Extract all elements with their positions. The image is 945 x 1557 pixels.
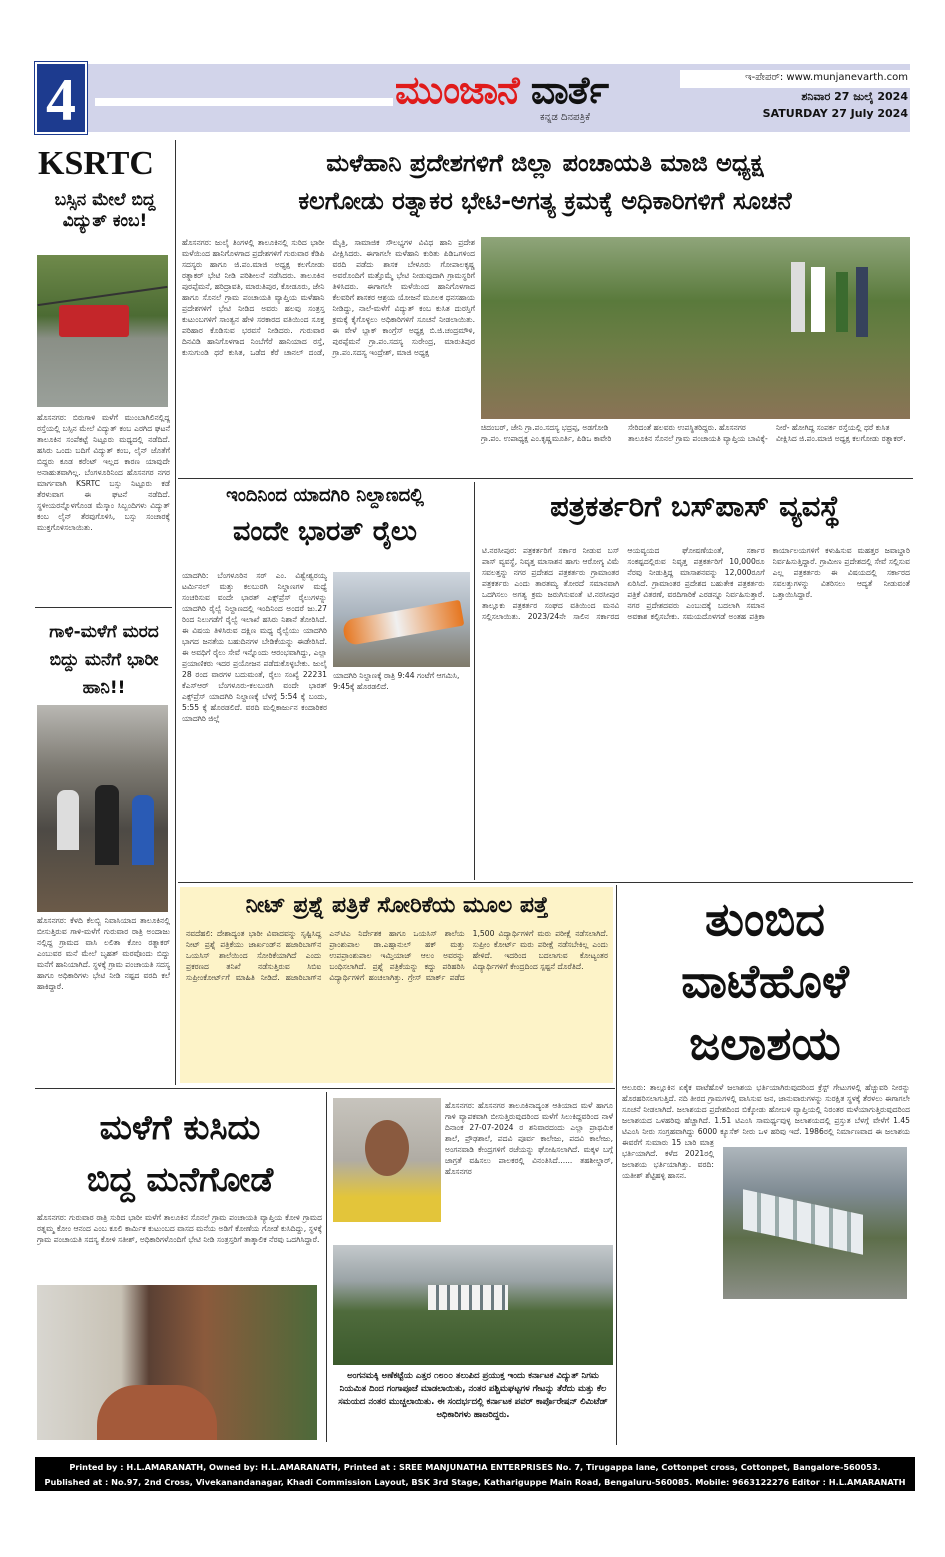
gate-shape [428,1285,508,1310]
imprint-line2: Published at : No.97, 2nd Cross, Vivekanandanagar, Khadi Commission Layout, BSK 3rd Stage, Kathariguppe Main Road, Bengaluru-560085. Mobile: 9663122276 Editor : H.L.AMARANATH [44,1477,906,1487]
row-rule [178,882,913,883]
column-rule [175,140,176,1085]
dam-gate-caption: ಅಂಗನಮಕ್ಕಿ ಅಣೆಕಟ್ಟೆಯ ಎತ್ತರ ೧೮೦೦ ತಲುಪಿದ ಪ್ರಯುಕ್ತ ಇಂದು ಕರ್ನಾಟಕ ವಿದ್ಯುತ್ ನಿಗಮ ನಿಯಮಿತ ದಿಂದ ಗಂಗಾಪೂಜೆ ಮಾಡಲಾಯಿತು, ನಂತರ ಪಶ್ಚಿಮಘಟ್ಟಗಳ ಗೇಟನ್ನು ತೆರೆದು ಮತ್ತು ಕೆಲ ಸಮಯದ ನಂತರ ಮುಚ್ಚಲಾಯಿತು. ಈ ಸಂದರ್ಭದಲ್ಲಿ ಕರ್ನಾಟಕ ಪವರ್ ಕಾರ್ಪೊರೇಷನ್ ಲಿಮಿಟೆಡ್ ಅಧಿಕಾರಿಗಳು ಹಾಜರಿದ್ದರು. [338,1371,608,1420]
page-number: 4 [35,62,87,134]
dam-headline-line2: ವಾಟೆಹೊಳೆ [681,954,849,1008]
date-kannada: ಶನಿವಾರ 27 ಜುಲೈ 2024 [801,90,908,103]
ksrtc-title: KSRTC [38,145,154,182]
row-rule [35,1088,615,1089]
masthead-black: ವಾರ್ತೆ [530,68,609,112]
dam-headline [620,888,910,1074]
bus-photo [37,255,168,407]
person-shape [791,262,805,332]
vande-bharat-headline-line2: ವಂದೇ ಭಾರತ್ ರೈಲು [233,516,417,547]
column-rule [326,1092,327,1442]
train-caption: ಯಾದಗಿರಿ ನಿಲ್ದಾಣಕ್ಕೆ ರಾತ್ರಿ 9:44 ಗಂಟೆಗೆ ಆಗಮಿಸಿ, 9:45ಕ್ಕೆ ಹೊರಡಲಿದೆ. [333,671,460,691]
row-rule [178,478,913,479]
dam-headline-line1: ತುಂಬಿದ [704,892,825,946]
train-shape [342,600,465,646]
vande-bharat-article: ಯಾದಗಿರಿ: ಬೆಂಗಳೂರಿನ ಸರ್ ಎಂ. ವಿಶ್ವೇಶ್ವರಯ್ಯ ಟರ್ಮಿನಲ್ ಮತ್ತು ಕಲಬುರಗಿ ನಿಲ್ದಾಣಗಳ ಮಧ್ಯೆ ಸಂಚರಿಸುವ ವಂದೇ ಭಾರತ್ ಎಕ್ಸ್‌ಪ್ರೆಸ್ ರೈಲುಗಳನ್ನು ಯಾದಗಿರಿ ರೈಲ್ವೆ ನಿಲ್ದಾಣದಲ್ಲಿ ಇಂದಿನಿಂದ ಅಂದರೆ ಜು.27 ರಿಂದ ನಿಲುಗಡೆಗೆ ರೈಲ್ವೆ ಇಲಾಖೆ ಹಸಿರು ನಿಶಾನೆ ತೋರಿಸಿದೆ. ಈ ವಿಷಯ ತಿಳಿಸಿರುವ ದಕ್ಷಿಣ ಮಧ್ಯ ರೈಲ್ವೆಯು ಯಾದಗಿರಿ ಭಾಗದ ಜನತೆಯ ಬಹುದಿನಗಳ ಬೇಡಿಕೆಯನ್ನು ಈಡೇರಿಸಿದೆ. ಈ ಅವಧಿಗೆ ರೈಲು ಸೇವೆ ಇನ್ನೊಂದು ಆರಂಭವಾಗಿದ್ದು, ಎಲ್ಲಾ ಪ್ರಯಾಣಿಕರು ಇದರ ಪ್ರಯೋಜನ ಪಡೆದುಕೊಳ್ಳಬೇಕು. ಜುಲೈ 28 ರಂದ ವಾರಗಳ ಬದುಮಂತೆ, ರೈಲು ಸಂಖ್ಯೆ 22231 ಕೆಎಸ್‌ಆರ್ ಬೆಂಗಳೂರು-ಕಲಬುರಗಿ ವಂದೇ ಭಾರತ್ ಎಕ್ಸ್‌ಪ್ರೆಸ್ ಯಾದಗಿರಿ ನಿಲ್ದಾಣಕ್ಕೆ ಬೆಳಗ್ಗೆ 5:54 ಕ್ಕೆ ಬಂದು, 5:55 ಕ್ಕೆ ಹೊರಡಲಿದೆ. ವರದಿ ಮಲ್ಲಿಕಾರ್ಜುನ ಕಂದಾರಿಕರ ಯಾದಗಿರಿ ಜಿಲ್ಲೆ [182,571,327,723]
dam-photo [720,1144,910,1302]
dam-article [622,1082,910,1444]
notice-article: ಹೊಸನಗರ: ಹೊಸನಗರ ತಾಲೂಕಿನಾದ್ಯಂತ ಆತಿಯಾದ ಮಳೆ ಹಾಗೂ ಗಾಳಿ ವ್ಯಾಪಕವಾಗಿ ಬೀಸುತ್ತಿರುವುದರಿಂದ ಮಳೆಗೆ ಸಿಲುಕಿದ್ದವರಿಂದ ನಾಳೆ ದಿನಾಂಕ 27-07-2024 ರ ಶನಿವಾರದಂದು ಎಲ್ಲಾ ಪ್ರಾಥಮಿಕ ಶಾಲೆ, ಪ್ರೌಢಶಾಲೆ, ಪದವಿ ಪೂರ್ವ ಕಾಲೇಜು, ಪದವಿ ಕಾಲೇಜು, ಅಂಗನವಾಡಿ ಕೇಂದ್ರಗಳಿಗೆ ರಜೆಯನ್ನು ಘೋಷಿಸಲಾಗಿದೆ. ಮಕ್ಕಳ ಬಗ್ಗೆ ಜಾಗ್ರತೆ ವಹಿಸಲು ಪಾಲಕರಲ್ಲಿ ವಿನಂತಿಸಿದೆ...... ತಹಶೀಲ್ದಾರ್, ಹೊಸನಗರ [445,1101,613,1176]
photo-caption: ಚಿದಂಬರ್, ಜೇನಿ ಗ್ರಾ.ಪಂ.ಸದಸ್ಯ ಭದ್ರಪ್ಪ, ಅಡಗೋಡಿ ಗ್ರಾ.ಪಂ. ಉಪಾಧ್ಯಕ್ಷ ಎಂ.ಕೃಷ್ಣಮೂರ್ತಿ, ಪಿಡಿಒ ಕಾವೇರಿ [481,423,612,443]
dam-gate-photo [333,1245,613,1365]
train-photo [333,572,470,667]
collapsed-wall-photo [37,1285,317,1440]
house-damage-photo [37,705,168,912]
vande-bharat-headline-line1: ಇಂದಿನಿಂದ ಯಾದಗಿರಿ ನಿಲ್ದಾಣದಲ್ಲಿ [226,485,424,506]
ksrtc-article: ಹೊಸನಗರ: ಬಿರುಗಾಳಿ ಮಳೆಗೆ ಮುಂಬಾಗಿಲಿನಲ್ಲಿದ್ದ ರಸ್ತೆಯಲ್ಲಿ ಬಸ್ಸಿನ ಮೇಲೆ ವಿದ್ಯುತ್ ಕಂಬ ಎರಗಿದ ಘಟನೆ ತಾಲೂಕಿನ ಸಂಪೆಕಟ್ಟೆ ನಿಟ್ಟೂರು ಮಧ್ಯದಲ್ಲಿ ನಡೆದಿದೆ. ಹಸಿರು ಒಂದು ಬದಿಗೆ ವಿದ್ಯುತ್ ಕಂಬ, ಲೈನ್ ಜೊತೆಗೆ ಬಿದ್ದರು ಕೂಡ ಕರೆಂಟ್ ಇಲ್ಲದ ಕಾರಣ ಯಾವುದೇ ಅನಾಹುತವಾಗಿಲ್ಲ. ಬೆಂಗಳೂರಿನಿಂದ ಹೊಸನಗರ ನಗರ ಮಾರ್ಗವಾಗಿ KSRTC ಬಸ್ಸು ನಿಟ್ಟೂರು ಕಡೆ ತೆರಳುವಾಗ ಈ ಘಟನೆ ನಡೆದಿದೆ. ಸ್ಥಳೀಯರನ್ನೊಳಗೊಂಡ ಮೆಸ್ಕಾಂ ಸಿಬ್ಬಂದಿಗಳು ವಿದ್ಯುತ್ ಕಂಬ ಲೈನ್ ತೆರವುಗೊಳಿಸಿ, ಬಸ್ಸು ಸಂಚಾರಕ್ಕೆ ಮುಕ್ತಗೊಳಿಸಲಾಯಿತು. [37,413,170,532]
house-damage-article: ಹೊಸನಗರ: ಕೆಳದಿ ಕೆಲಬ್ಬಿ ನಿವಾಸಿಯಾದ ತಾಲೂಕಿನಲ್ಲಿ ಬೀಸುತ್ತಿರುವ ಗಾಳಿ-ಮಳೆಗೆ ಗುರುವಾರ ರಾತ್ರಿ ಅಂದಾಜು ನಲ್ಲಿದ್ದ ಗ್ರಾಮದ ವಾಸಿ ಲಲಿತಾ ಕೋಂ ರತ್ನಾಕರ್ ಎಂಬುವರ ಮನೆ ಮೇಲೆ ಬೃಹತ್ ಮರವೊಂದು ಬಿದ್ದು ಮನೆಗೆ ಹಾನಿಯಾಗಿದೆ. ಸ್ಥಳಕ್ಕೆ ಗ್ರಾಮ ಪಂಚಾಯತಿ ಸದಸ್ಯ ಹಾಗೂ ಅಧಿಕಾರಿಗಳು ಭೇಟಿ ನೀಡಿ ನಷ್ಟದ ವರದಿ ಕಲೆ ಹಾಕಿದ್ದಾರೆ. [37,916,170,991]
top-story-headline-line1: ಮಳೆಹಾನಿ ಪ್ರದೇಶಗಳಿಗೆ ಜಿಲ್ಲಾ ಪಂಚಾಯತಿ ಮಾಜಿ ಅಧ್ಯಕ್ಷ [326,149,764,177]
dam-headline-line3: ಜಲಾಶಯ [689,1016,841,1070]
photo-caption: ನೀರೆ- ಹೋಗಿದ್ದ ಸಂಪರ್ಕ ರಸ್ತೆಯಲ್ಲಿ ಧರೆ ಕುಸಿತ ವೀಕ್ಷಿಸಿದ ಜಿ.ಪಂ.ಮಾಜಿ ಅಧ್ಯಕ್ಷ ಕಲಗೋಡು ರತ್ನಾಕರ್. [776,423,906,443]
wall-collapse-headline-line1: ಮಳೆಗೆ ಕುಸಿದು [99,1108,261,1148]
bus-pass-headline: ಪತ್ರಕರ್ತರಿಗೆ ಬಸ್‌ಪಾಸ್ ವ್ಯವಸ್ಥೆ [550,489,840,523]
column-rule [474,482,475,880]
ksrtc-headline: ಬಸ್ಸಿನ ಮೇಲೆ ಬಿದ್ದ ವಿದ್ಯುತ್ ಕಂಬ! [54,190,156,232]
person-shape [836,272,848,332]
epaper-link[interactable]: ಇ-ಪೇಪರ್: www.munjanevarth.com [745,72,908,83]
wall-collapse-article: ಹೊಸನಗರ: ಗುರುವಾರ ರಾತ್ರಿ ಸುರಿದ ಭಾರೀ ಮಳೆಗೆ ತಾಲೂಕಿನ ಸೊನಲೆ ಗ್ರಾಮ ಪಂಚಾಯತಿ ವ್ಯಾಪ್ತಿಯ ಕೋಳಿ ಗ್ರಾಮದ ರತ್ನಮ್ಮ ಕೋಂ ಆನಂದ ಎಂಬ ಕೂಲಿ ಕಾರ್ಮಿಕ ಕುಟುಂಬದ ವಾಸದ ಮನೆಯ ಅಡಿಗೆ ಕೋಣೆಯ ಗೋಡೆ ಕುಸಿದಿದ್ದು, ಸ್ಥಳಕ್ಕೆ ಗ್ರಾಮ ಪಂಚಾಯತಿ ಸದಸ್ಯ ಕೋಳಿ ಸತೀಶ್, ಅಧಿಕಾರಿಗಳೊಂದಿಗೆ ಭೇಟಿ ನೀಡಿ ಸಂತ್ರಸ್ತರಿಗೆ ತಾತ್ಕಾಲಿಕ ನೆರವು ಒದಗಿಸಿದ್ದಾರೆ. [37,1213,322,1244]
face-shape [365,1120,409,1176]
person-shape [856,267,868,337]
wall-collapse-headline [35,1102,325,1206]
masthead-subtitle: ಕನ್ನಡ ದಿನಪತ್ರಿಕೆ [540,112,591,123]
masthead-red: ಮುಂಜಾನೆ [395,68,519,112]
rubble-shape [97,1385,217,1440]
neet-headline: ನೀಟ್ ಪ್ರಶ್ನೆ ಪತ್ರಿಕೆ ಸೋರಿಕೆಯ ಮೂಲ ಪತ್ತೆ [245,893,549,918]
photo-caption: ಸೇರಿದಂತೆ ಹಲವರು ಉಪಸ್ಥಿತರಿದ್ದರು. ಹೊಸನಗರ ತಾಲೂಕಿನ ಸೊನಲೆ ಗ್ರಾಮ ಪಂಚಾಯತಿ ವ್ಯಾಪ್ತಿಯ ಬಾವಿಕ್ಕೆ- [628,423,768,443]
spillway-shape [743,1189,863,1255]
imprint-footer [35,1457,915,1491]
top-story-article: ಹೊಸನಗರ: ಜುಲೈ ತಿಂಗಳಲ್ಲಿ ತಾಲೂಕಿನಲ್ಲಿ ಸುರಿದ ಭಾರೀ ಮಳೆಯಿಂದ ಹಾನಿಗೊಳಗಾದ ಪ್ರದೇಶಗಳಿಗೆ ಗುರುವಾರ ಕೆಡಿಪಿ ಸದಸ್ಯರು ಹಾಗೂ ಜಿ.ಪಂ.ಮಾಜಿ ಅಧ್ಯಕ್ಷ ಕಲಗೋಡು ರತ್ನಾಕರ್ ಭೇಟಿ ನೀಡಿ ಪರಿಶೀಲನೆ ನಡೆಸಿದರು. ತಾಲೂಕಿನ ಪುರಪ್ಪೆಮನೆ, ಹರಿದ್ರಾವತಿ, ಮಾರುತಿಪುರ, ಕೋಡೂರು, ಜೇನಿ ಹಾಗೂ ಸೊನಲೆ ಗ್ರಾಮ ಪಂಚಾಯತಿ ವ್ಯಾಪ್ತಿಯ ಮಳೆಹಾನಿ ಪ್ರದೇಶಗಳಿಗೆ ಭೇಟಿ ನೀಡಿದ ಅವರು ಹಲವು ಸಂತ್ರಸ್ತ ಕುಟುಂಬಗಳಿಗೆ ಸಾಂತ್ವನ ಹೇಳಿ ಸರಕಾರದ ವತಿಯಿಂದ ಸೂಕ್ತ ಪರಿಹಾರ ಕೊಡಿಸುವ ಭರವಸೆ ನೀಡಿದರು. ಗುರುವಾರ ದಿನವಿಡಿ ಹಾನಿಗೊಳಗಾದ ನಿಂಬೆಗೆರೆ ಹಾನಿಯಾದ ರಸ್ತೆ, ಕುಸುಗುಂಡಿ ಧರೆ ಕುಸಿತ, ಒಡೆದ ಕೆರೆ ಚಾನಲ್ ದಂಡೆ, ಮೈತ್ರಿ, ಸಾಮಾಜಿಕ ಸೌಲಭ್ಯಗಳ ವಿವಿಧ ಹಾನಿ ಪ್ರದೇಶ ವೀಕ್ಷಿಸಿದರು. ಈಗಾಗಲೇ ಮಳೆಹಾನಿ ಕುರಿತು ಪಿಡಿಒಗಳಿಂದ ವರದಿ ಪಡೆದು ಶಾಸಕ ಬೇಳೂರು ಗೋಪಾಲಕೃಷ್ಣ ಅವರೊಂದಿಗೆ ಮತ್ತೊಮ್ಮೆ ಭೇಟಿ ನೀಡುವುದಾಗಿ ಗ್ರಾಮಸ್ಥರಿಗೆ ತಿಳಿಸಿದರು. ಈಗಾಗಲೇ ಮಳೆಯಿಂದ ಹಾನಿಗೊಳಗಾದ ಕೆಲವರಿಗೆ ಶಾಸಕರ ಆಶ್ರಯ ಯೋಜನೆ ಮೂಲಕ ಧನಸಹಾಯ ನೀಡಿದ್ದು, ನಾಲೆ-ಮಳೆಗೆ ವಿದ್ಯುತ್ ಕಂಬ ಕುಸಿತ ದುರಸ್ತಿಗೆ ಕ್ರಮಕ್ಕೆ ಕೈಗೊಳ್ಳಲು ಅಧಿಕಾರಿಗಳಿಗೆ ಸೂಚನೆ ನೀಡಲಾಯಿತು. ಈ ವೇಳೆ ಬ್ಲಾಕ್ ಕಾಂಗ್ರೆಸ್ ಅಧ್ಯಕ್ಷ ಬಿ.ಜಿ.ಚಂದ್ರಮೌಳಿ, ಪುರಪ್ಪೆಮನೆ ಗ್ರಾ.ಪಂ.ಸದಸ್ಯ ಸುರೇಂದ್ರ, ಮಾರುತಿಪುರ ಗ್ರಾ.ಪಂ.ಸದಸ್ಯ ಇಂದ್ರೇಶ್, ಮಾಜಿ ಅಧ್ಯಕ್ಷ [182,238,475,357]
date-english: SATURDAY 27 July 2024 [762,107,908,120]
rain-damage-photo [481,237,910,419]
row-rule [35,607,172,608]
portrait-photo [333,1098,441,1222]
header-divider [95,98,393,106]
person-shape [95,785,119,865]
house-damage-headline: ಗಾಳಿ-ಮಳೆಗೆ ಮರದ ಬಿದ್ದು ಮನೆಗೆ ಭಾರೀ ಹಾನಿ!! [49,622,159,698]
masthead-logo [395,68,608,113]
column-rule [616,885,617,1445]
fallen-pole [37,286,167,306]
neet-article: ನವದೆಹಲಿ: ದೇಶಾದ್ಯಂತ ಭಾರೀ ವಿವಾದವನ್ನು ಸೃಷ್ಟಿಸಿದ್ದ ನೀಟ್ ಪ್ರಶ್ನೆ ಪತ್ರಿಕೆಯು ಜಾರ್ಖಂಡ್‌ನ ಹಜಾರಿಬಾಗ್‌ನ ಒಯಸಿಸ್ ಶಾಲೆಯಿಂದ ಸೋರಿಕೆಯಾಗಿದೆ ಎಂದು ಪ್ರಕರಣದ ತನಿಖೆ ನಡೆಸುತ್ತಿರುವ ಸಿಬಿಐ ಸುಪ್ರೀಂಕೋರ್ಟ್‌ಗೆ ಮಾಹಿತಿ ನೀಡಿದೆ. ಹಜಾರಿಬಾಗ್‌ನ ಎನ್‌ಟಿಎ ನಿರ್ದೇಶಕ ಹಾಗೂ ಒಯಸಿಸ್ ಶಾಲೆಯ ಪ್ರಾಂಶುಪಾಲ ಡಾ.ಎಹ್ಸಾನುಲ್ ಹಕ್ ಮತ್ತು ಉಪಪ್ರಾಂಶುಪಾಲ ಇಮ್ತಿಯಾಜ್ ಆಲಂ ಅವರನ್ನು ಬಂಧಿಸಲಾಗಿದೆ. ಪ್ರಶ್ನೆ ಪತ್ರಿಕೆಯನ್ನು ಕದ್ದು ಪರಿಹರಿಸಿ ವಿದ್ಯಾರ್ಥಿಗಳಿಗೆ ಹಂಚಲಾಗಿತ್ತು. ಗ್ರೇಸ್ ಮಾರ್ಕ್ ಪಡೆದ 1,500 ವಿದ್ಯಾರ್ಥಿಗಳಿಗೆ ಮರು ಪರೀಕ್ಷೆ ನಡೆಸಲಾಗಿದೆ. ಸುಪ್ರೀಂ ಕೋರ್ಟ್ ಮರು ಪರೀಕ್ಷೆ ನಡೆಸಬೇಕಿಲ್ಲ ಎಂದು ಹೇಳಿದೆ. ಇದರಿಂದ ಬದಲಾಗುವ ಕೋಟ್ಯಂತರ ವಿದ್ಯಾರ್ಥಿಗಳಿಗೆ ಕೇಂದ್ರದಿಂದ ಸ್ಪಷ್ಟನೆ ದೊರೆತಿದೆ. [186,929,608,982]
bus-pass-article: ಟಿ.ನರಸೀಪುರ: ಪತ್ರಕರ್ತರಿಗೆ ಸರ್ಕಾರ ನೀಡುವ ಬಸ್ ಪಾಸ್ ವ್ಯವಸ್ಥೆ, ನಿವೃತ್ತ ಮಾಸಾಶನ ಹಾಗು ಆರೋಗ್ಯ ವಿಮೆ ಸವಲತ್ತನ್ನು ನಗರ ಪ್ರದೇಶದ ಪತ್ರಕರ್ತರು ಗ್ರಾಮಾಂತರ ಪತ್ರಕರ್ತರು ಎಂದು ತಾರತಮ್ಯ ತೋರದೆ ಸಮಾನವಾಗಿ ಒದಗಿಸಲು ಅಗತ್ಯ ಕ್ರಮ ಜರುಗಿಸುವಂತೆ ಟಿ.ನರಸೀಪುರ ತಾಲ್ಲೂಕು ಪತ್ರಕರ್ತರ ಸಂಘದ ವತಿಯಿಂದ ಮನವಿ ಸಲ್ಲಿಸಲಾಯಿತು. 2023/24ನೇ ಸಾಲಿನ ಸರ್ಕಾರದ ಆಯವ್ಯಯದ ಘೋಷಣೆಯಂತೆ, ಸರ್ಕಾರ ಸಂಕಷ್ಟದಲ್ಲಿರುವ ನಿವೃತ್ತ ಪತ್ರಕರ್ತರಿಗೆ 10,000ರೂ ನೆರವು ನೀಡುತ್ತಿದ್ದ ಮಾಸಾಶನವನ್ನು 12,000ರೂಗೆ ಏರಿಸಿದೆ. ಗ್ರಾಮಾಂತರ ಪ್ರದೇಶದ ಬಹುತೇಕ ಪತ್ರಕರ್ತರು ಪತ್ರಿಕೆ ವಿತರಣೆ, ವರದಿಗಾರಿಕೆ ಎರಡನ್ನೂ ನಿರ್ವಹಿಸುತ್ತಾರೆ. ನಗರ ಪ್ರದೇಶದವರು ಎಂಬುದಕ್ಕೆ ಬದಲಾಗಿ ಸಮಾನ ಅವಕಾಶ ಕಲ್ಪಿಸಬೇಕು. ಸಮಯದೊಳಗಡೆ ಅಂತಹ ಪತ್ರಿಕಾ ಕಾರ್ಯಾಲಯಗಳಿಗೆ ಕಳುಹಿಸುವ ಮಹತ್ತರ ಜವಾಬ್ದಾರಿ ನಿರ್ವಹಿಸುತ್ತಿದ್ದಾರೆ. ಗ್ರಾಮೀಣ ಪ್ರದೇಶದಲ್ಲಿ ಸೇವೆ ಸಲ್ಲಿಸುವ ಎಲ್ಲ ಪತ್ರಕರ್ತರು ಈ ವಿಷಯದಲ್ಲಿ ಸರ್ಕಾರದ ಸವಲತ್ತುಗಳನ್ನು ವಿತರಿಸಲು ಆದ್ಯತೆ ನೀಡುವಂತೆ ಒತ್ತಾಯಿಸಿದ್ದಾರೆ. [482,546,910,621]
person-shape [132,795,154,865]
person-shape [811,267,825,332]
imprint-line1: Printed by : H.L.AMARANATH, Owned by: H.L.AMARANATH, Printed at : SREE MANJUNATHA ENTERPRISES No. 7, Tirugappa lane, Cottonpet cross, Cottonpet, Bangalore-560053. [69,1462,881,1472]
person-shape [57,790,79,850]
dam-article-text: ಆಲೂರು: ತಾಲ್ಲೂಕಿನ ಏಕೈಕ ವಾಟೆಹೊಳೆ ಜಲಾಶಯ ಭರ್ತಿಯಾಗಿರುವುದರಿಂದ ಕ್ರೆಸ್ಟ್ ಗೇಟುಗಳಲ್ಲಿ ಹೆಚ್ಚುವರಿ ನೀರನ್ನು ಹೊರಹರಿಸಲಾಗುತ್ತಿದೆ. ನದಿ ತೀರದ ಗ್ರಾಮಗಳಲ್ಲಿ ವಾಸಿಸುವ ಜನ, ಜಾನುವಾರುಗಳನ್ನು ಸುರಕ್ಷಿತ ಸ್ಥಳಕ್ಕೆ ತೆರಳಲು ಈಗಾಗಲೇ ಸೂಚನೆ ನೀಡಲಾಗಿದೆ. ಜಲಾಶಯದ ಪ್ರದೇಶದಿಂದ ಬಿಕ್ಕೋಡು ಹೋಬಳಿ ವ್ಯಾಪ್ತಿಯಲ್ಲಿ ನಿರಂತರ ಮಳೆಯಾಗುತ್ತಿರುವುದರಿಂದ ಜಲಾಶಯದ ಒಳಹರಿವು ಹೆಚ್ಚಾಗಿದೆ. 1.51 ಟಿಎಂಸಿ ಸಾಮರ್ಥ್ಯವುಳ್ಳ ಜಲಾಶಯದಲ್ಲಿ ಪ್ರಸ್ತುತ ಬೆಳಗ್ಗೆ ವೇಳೆಗೆ 1.45 ಟಿಎಂಸಿ ನೀರು ಸಂಗ್ರಹವಾಗಿದ್ದು 6000 ಕ್ಯೂಸೆಕ್ ನೀರು ಒಳ ಹರಿವು ಇದೆ. 1986ರಲ್ಲಿ ನಿರ್ಮಾಣವಾದ ಈ ಜಲಾಶಯ ಈವರೆಗೆ ಸುಮಾರು 15 ಬಾರಿ ಮಾತ್ರ ಭರ್ತಿಯಾಗಿದೆ. ಕಳೆದ 2021ರಲ್ಲಿ ಜಲಾಶಯ ಭರ್ತಿಯಾಗಿತ್ತು. ವರದಿ: ಯತೀಶ್ ಶೆಟ್ಟಿಹಳ್ಳಿ ಹಾಸನ. [622,1083,910,1180]
wall-collapse-headline-line2: ಬಿದ್ದ ಮನೆಗೋಡೆ [86,1160,274,1200]
top-story-headline-line2: ಕಲಗೋಡು ರತ್ನಾಕರ ಭೇಟಿ-ಅಗತ್ಯ ಕ್ರಮಕ್ಕೆ ಅಧಿಕಾರಿಗಳಿಗೆ ಸೂಚನೆ [298,187,792,215]
bus-shape [59,305,129,337]
